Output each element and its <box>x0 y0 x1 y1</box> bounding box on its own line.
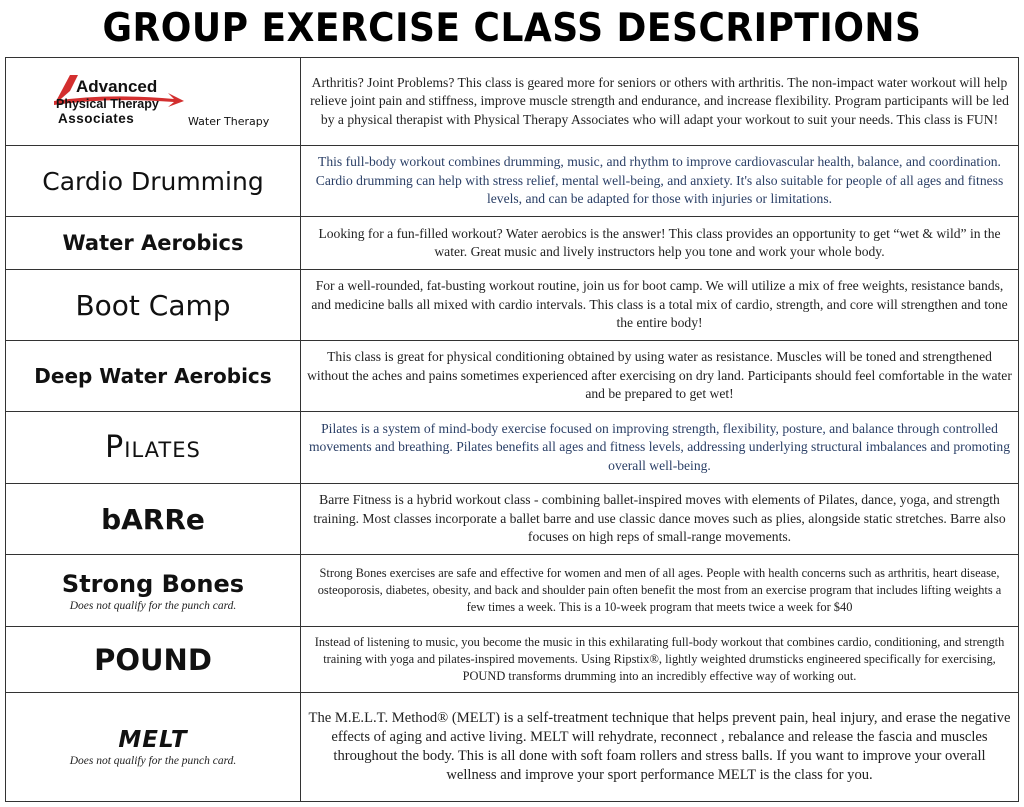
class-description: Strong Bones exercises are safe and effective for women and men of all ages. People with health concerns such as arthritis, heart disease, osteoporosis, diabetes, obesity, and back and shoulder pain often benefit the most from an exercise program that includes lifting weights a few times a week. This is a 10-week program that meets twice a week for $40 <box>301 555 1019 627</box>
class-description: This full-body workout combines drumming, music, and rhythm to improve cardiovascular health, balance, and coordination. Cardio drumming can help with stress relief, mental well-being, and anxiety. It's also suitable for people of all ages and fitness levels, and can be adapted for those with injuries or limitations. <box>301 146 1019 217</box>
class-name-cell <box>6 217 301 270</box>
table-row <box>6 58 1019 146</box>
class-table <box>5 57 1019 802</box>
table-row <box>6 341 1019 412</box>
logo-line-2: Physical Therapy <box>56 96 159 111</box>
class-name: Strong Bones <box>61 569 245 598</box>
class-name-cell <box>6 146 301 217</box>
class-description: Pilates is a system of mind-body exercise focused on improving strength, flexibility, posture, and balance through controlled movements and breathing. Pilates benefits all ages and fitness levels, addressing underlying structural imbalances and promoting overall well-being. <box>301 412 1019 484</box>
class-name-cell <box>6 555 301 627</box>
table-row <box>6 693 1019 802</box>
punch-card-note: Does not qualify for the punch card. <box>69 755 237 767</box>
class-name-cell <box>6 270 301 341</box>
class-description: Arthritis? Joint Problems? This class is geared more for seniors or others with arthritis. The non-impact water workout will help relieve joint pain and stiffness, improve muscle strength and endurance, and increase flexibility. Program participants will be led by a physical therapist with Physical Therapy Associates who will adapt your workout to suit your needs. This class is FUN! <box>301 58 1019 146</box>
page-title: GROUP EXERCISE CLASS DESCRIPTIONS <box>102 6 922 51</box>
class-description: For a well-rounded, fat-busting workout routine, join us for boot camp. We will utilize a mix of free weights, resistance bands, and medicine balls all mixed with cardio intervals. This class is a total mix of cardio, strength, and core will strengthen and tone the entire body! <box>301 270 1019 341</box>
logo-line-3: Associates <box>58 110 135 126</box>
punch-card-note: Does not qualify for the punch card. <box>69 599 237 612</box>
table-row <box>6 555 1019 627</box>
table-row <box>6 627 1019 693</box>
table-row <box>6 484 1019 555</box>
class-name: Boot Camp <box>75 288 231 322</box>
table-row <box>6 412 1019 484</box>
class-name-cell <box>6 627 301 693</box>
class-description: This class is great for physical conditioning obtained by using water as resistance. Muscles will be toned and strengthened without the aches and pains sometimes experienced after exercising on dry land. Participants should feel comfortable in the water and be prepared to get wet! <box>301 341 1019 412</box>
class-name: Pilates <box>105 430 201 465</box>
class-name-cell <box>6 341 301 412</box>
table-row <box>6 217 1019 270</box>
class-name-cell <box>6 484 301 555</box>
class-name: Water Aerobics <box>62 231 244 255</box>
class-name: bARRe <box>101 502 205 536</box>
logo-line-1: Advanced <box>76 76 158 96</box>
class-name: POUND <box>94 642 212 677</box>
class-description: The M.E.L.T. Method® (MELT) is a self-treatment technique that helps prevent pain, heal injury, and erase the negative effects of aging and active living. MELT will rehydrate, reconnect , rebalance and release the fascia and muscles throughout the body. This is all done with soft foam rollers and stress balls. If you want to improve your overall wellness and improve your sport performance MELT is the class for you. <box>301 693 1019 802</box>
water-therapy-label: Water Therapy <box>188 114 270 128</box>
physical-therapy-associates-logo <box>18 63 288 141</box>
class-description: Barre Fitness is a hybrid workout class - combining ballet-inspired moves with elements of Pilates, dance, yoga, and strength training. Most classes incorporate a ballet barre and use classic dance moves such as plies, alongside static stretches. Barre also focuses on high reps of small-range movements. <box>301 484 1019 555</box>
class-description: Instead of listening to music, you become the music in this exhilarating full-body workout that combines cardio, conditioning, and strength training with yoga and pilates-inspired movements. Using Ripstix®, lightly weighted drumsticks engineered specifically for exercising, POUND transforms drumming into an incredibly effective way of working out. <box>301 627 1019 693</box>
class-name-cell <box>6 58 301 146</box>
class-name: MELT <box>118 727 188 753</box>
class-description: Looking for a fun-filled workout? Water aerobics is the answer! This class provides an opportunity to get “wet & wild” in the water. Great music and lively instructors help you tone and work your whole body. <box>301 217 1019 270</box>
class-name: Cardio Drumming <box>42 166 264 196</box>
class-name-cell <box>6 693 301 802</box>
table-row <box>6 146 1019 217</box>
class-name-cell <box>6 412 301 484</box>
table-row <box>6 270 1019 341</box>
class-name: Deep Water Aerobics <box>34 364 272 388</box>
